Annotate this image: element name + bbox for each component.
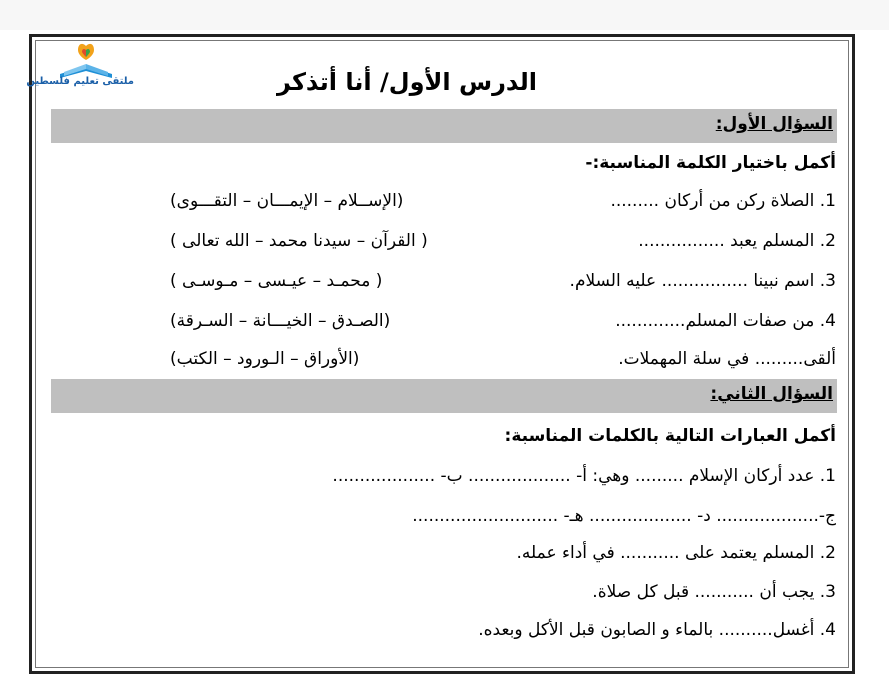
choices-1-5: (الأوراق – الـورود – الكتب)	[170, 349, 360, 369]
question-1-5: ألقى......... في سلة المهملات.	[618, 349, 836, 369]
question-2-1: 1. عدد أركان الإسلام ......... وهي: أ- ................... ب- ...................	[332, 466, 836, 486]
page-title: الدرس الأول/ أنا أتذكر	[277, 68, 537, 96]
section2-label: السؤال الثاني:	[710, 384, 833, 404]
section2-instruction: أكمل العبارات التالية بالكلمات المناسبة:	[504, 426, 836, 446]
section1-header-band	[51, 109, 837, 143]
question-1-2: 2. المسلم يعبد ................	[638, 231, 836, 251]
question-2-4: 4. أغسل.......... بالماء و الصابون قبل الأكل وبعده.	[478, 620, 836, 640]
question-2-2: 2. المسلم يعتمد على ........... في أداء عمله.	[516, 543, 836, 563]
open-book-icon	[38, 40, 134, 80]
choices-1-3: ( محمـد – عيـسى – مـوسـى )	[170, 271, 383, 291]
question-1-4: 4. من صفات المسلم.............	[615, 311, 836, 331]
logo	[26, 40, 134, 96]
logo-text: ملتقى تعليم فلسطين	[26, 76, 134, 87]
section1-instruction: أكمل باختيار الكلمة المناسبة:-	[585, 153, 836, 173]
choices-1-1: (الإســلام – الإيمـــان – التقـــوى)	[170, 191, 404, 211]
question-2-3: 3. يجب أن ........... قبل كل صلاة.	[592, 582, 836, 602]
section1-label: السؤال الأول:	[715, 114, 833, 134]
question-2-1-continued: ج-................... د- ................... هـ- ...........................	[412, 506, 836, 526]
choices-1-2: ( القرآن – سيدنا محمد – الله تعالى )	[170, 231, 428, 251]
question-1-3: 3. اسم نبينا ................ عليه السلام.	[569, 271, 836, 291]
top-margin	[0, 0, 889, 30]
choices-1-4: (الصـدق – الخيـــانة – السـرقة)	[170, 311, 391, 331]
section2-header-band	[51, 379, 837, 413]
question-1-1: 1. الصلاة ركن من أركان .........	[610, 191, 836, 211]
